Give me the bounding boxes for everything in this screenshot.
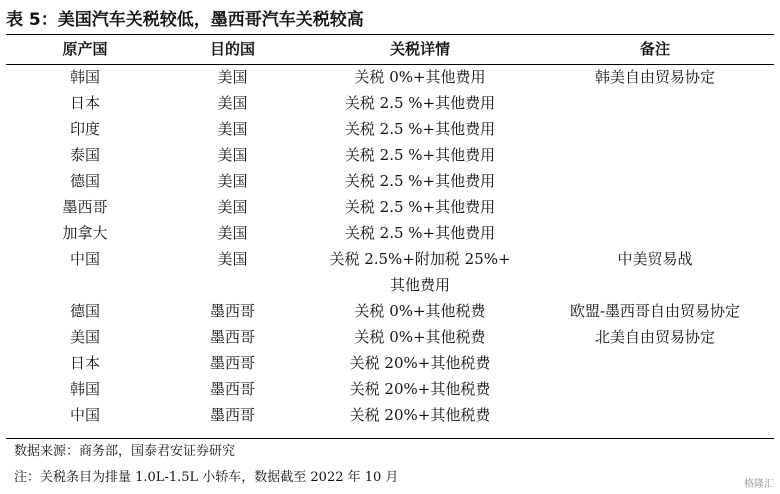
note-cell — [540, 90, 770, 116]
table-row — [0, 376, 780, 402]
footnote: 注：关税条目为排量 1.0L-1.5L 小轿车，数据截至 2022 年 10 月 — [14, 470, 399, 485]
table-title: 表 5：美国汽车关税较低，墨西哥汽车关税较高 — [6, 10, 364, 30]
origin-cell: 中国 — [69, 250, 100, 268]
origin-cell: 德国 — [69, 302, 100, 320]
tariff-cell: 关税 0%+其他税费 — [354, 328, 486, 346]
origin-cell: 泰国 — [69, 146, 100, 164]
table-row — [0, 402, 780, 428]
tariff-cell: 关税 2.5 %+其他费用 — [344, 224, 496, 242]
source-note: 数据来源：商务部，国泰君安证券研究 — [14, 444, 236, 459]
note-cell: 韩美自由贸易协定 — [594, 68, 715, 86]
destination-cell: 墨西哥 — [209, 328, 255, 346]
tariff-cell: 关税 2.5 %+其他费用 — [344, 146, 496, 164]
origin-cell: 日本 — [69, 354, 100, 372]
table-row — [0, 194, 780, 220]
table-row — [0, 142, 780, 168]
header-origin: 原产国 — [62, 40, 108, 58]
table-row — [0, 64, 780, 90]
destination-cell: 美国 — [217, 172, 248, 190]
tariff-cell: 关税 0%+其他费用 — [354, 68, 486, 86]
destination-cell: 美国 — [217, 94, 248, 112]
note-cell — [540, 168, 770, 194]
destination-cell: 美国 — [217, 120, 248, 138]
tariff-cell: 关税 2.5 %+其他费用 — [344, 172, 496, 190]
tariff-cell: 关税 0%+其他税费 — [354, 302, 486, 320]
tariff-line-2: 其他费用 — [389, 276, 450, 294]
tariff-cell: 关税 20%+其他税费 — [349, 380, 491, 398]
origin-cell: 印度 — [69, 120, 100, 138]
table-row — [0, 220, 780, 246]
note-cell — [540, 142, 770, 168]
bottom-rule — [6, 438, 774, 439]
origin-cell: 德国 — [69, 172, 100, 190]
header-tariff: 关税详情 — [389, 40, 450, 58]
origin-cell: 日本 — [69, 94, 100, 112]
watermark-logo: 格隆汇 — [744, 479, 774, 490]
destination-cell: 美国 — [217, 198, 248, 216]
destination-cell: 美国 — [217, 146, 248, 164]
table-row — [0, 90, 780, 116]
tariff-line-1: 关税 2.5%+附加税 25%+ — [329, 250, 511, 268]
destination-cell: 美国 — [217, 250, 248, 268]
tariff-cell: 关税 20%+其他税费 — [349, 406, 491, 424]
origin-cell: 中国 — [69, 406, 100, 424]
destination-cell: 墨西哥 — [209, 380, 255, 398]
destination-cell: 美国 — [217, 68, 248, 86]
origin-cell: 墨西哥 — [62, 198, 108, 216]
origin-cell: 加拿大 — [62, 224, 108, 242]
note-cell — [540, 194, 770, 220]
tariff-cell: 关税 2.5 %+其他费用 — [344, 120, 496, 138]
note-cell — [540, 350, 770, 376]
destination-cell: 墨西哥 — [209, 354, 255, 372]
destination-cell: 美国 — [217, 224, 248, 242]
table-row — [0, 350, 780, 376]
origin-cell: 韩国 — [69, 68, 100, 86]
tariff-cell — [305, 246, 535, 298]
tariff-cell: 关税 2.5 %+其他费用 — [344, 94, 496, 112]
destination-cell: 墨西哥 — [209, 302, 255, 320]
origin-cell: 美国 — [69, 328, 100, 346]
note-cell — [540, 376, 770, 402]
header-note: 备注 — [639, 40, 670, 58]
note-cell: 北美自由贸易协定 — [594, 328, 715, 346]
note-cell — [540, 402, 770, 428]
tariff-cell: 关税 2.5 %+其他费用 — [344, 198, 496, 216]
note-cell: 欧盟-墨西哥自由贸易协定 — [569, 302, 741, 320]
table-row — [0, 246, 780, 298]
table-row — [0, 298, 780, 324]
origin-cell: 韩国 — [69, 380, 100, 398]
note-cell — [540, 220, 770, 246]
table-row — [0, 324, 780, 350]
table-row — [0, 116, 780, 142]
header-destination: 目的国 — [209, 40, 255, 58]
table-row — [0, 168, 780, 194]
note-cell — [540, 116, 770, 142]
destination-cell: 墨西哥 — [209, 406, 255, 424]
note-cell: 中美贸易战 — [617, 250, 693, 268]
tariff-cell: 关税 20%+其他税费 — [349, 354, 491, 372]
